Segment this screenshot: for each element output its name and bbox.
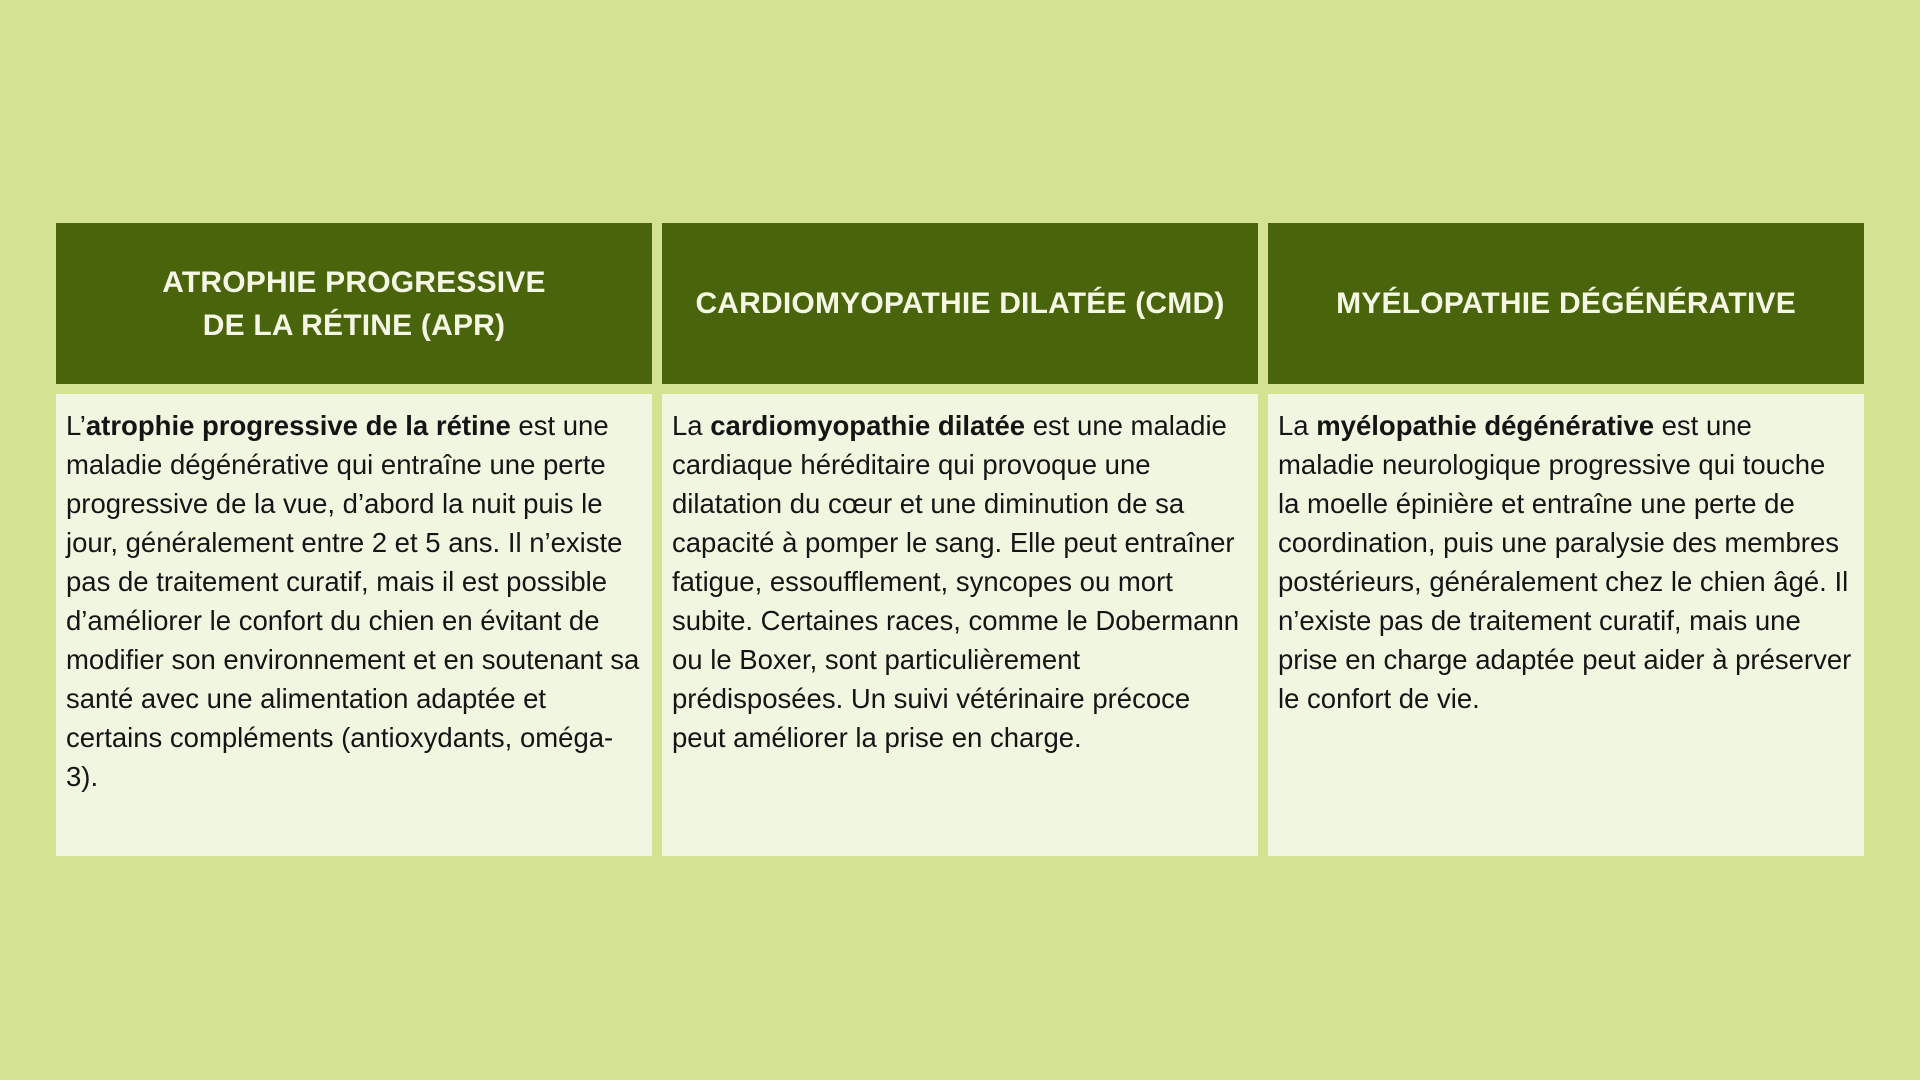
body-cell-cmd — [662, 394, 1258, 856]
description-apr — [66, 406, 642, 796]
description-body: est une maladie neurologique progressive qui touche la moelle épinière et entraîne une perte de coordination, puis une paralysie des membres postérieurs, généralement chez le chien âgé. Il n’existe pas de traitement curatif, mais une prise en charge adaptée peut aider à préserver le confort de vie. — [1278, 410, 1852, 714]
header-cell-apr — [56, 223, 652, 384]
description-term: myélopathie dégénérative — [1316, 410, 1654, 441]
description-intro: L’ — [66, 410, 86, 441]
body-cell-dm — [1268, 394, 1864, 856]
description-term: atrophie progressive de la rétine — [85, 410, 511, 441]
disease-comparison-table — [56, 223, 1864, 856]
body-cell-apr — [56, 394, 652, 856]
description-term: cardiomyopathie dilatée — [710, 410, 1026, 441]
description-dm — [1278, 406, 1854, 718]
header-title-cmd: CARDIOMYOPATHIE DILATÉE (CMD) — [695, 287, 1225, 320]
description-body: est une maladie cardiaque héréditaire qui provoque une dilatation du cœur et une diminution de sa capacité à pomper le sang. Elle peut entraîner fatigue, essoufflement, syncopes ou mort subite. Certaines races, comme le Dobermann ou le Boxer, sont particulièrement prédisposées. Un suivi vétérinaire précoce peut améliorer la prise en charge. — [672, 410, 1240, 753]
header-cell-cmd — [662, 223, 1258, 384]
description-cmd — [672, 406, 1248, 757]
header-cell-dm — [1268, 223, 1864, 384]
description-body: est une maladie dégénérative qui entraîne une perte progressive de la vue, d’abord la nuit puis le jour, généralement entre 2 et 5 ans. Il n’existe pas de traitement curatif, mais il est possible d’améliorer le confort du chien en évitant de modifier son environnement et en soutenant sa santé avec une alimentation adaptée et certains compléments (antioxydants, oméga-3). — [66, 410, 640, 792]
header-title-dm: MYÉLOPATHIE DÉGÉNÉRATIVE — [1336, 287, 1796, 320]
description-intro: La — [1278, 410, 1317, 441]
header-title-apr: ATROPHIE PROGRESSIVE DE LA RÉTINE (APR) — [162, 265, 546, 342]
description-intro: La — [672, 410, 711, 441]
